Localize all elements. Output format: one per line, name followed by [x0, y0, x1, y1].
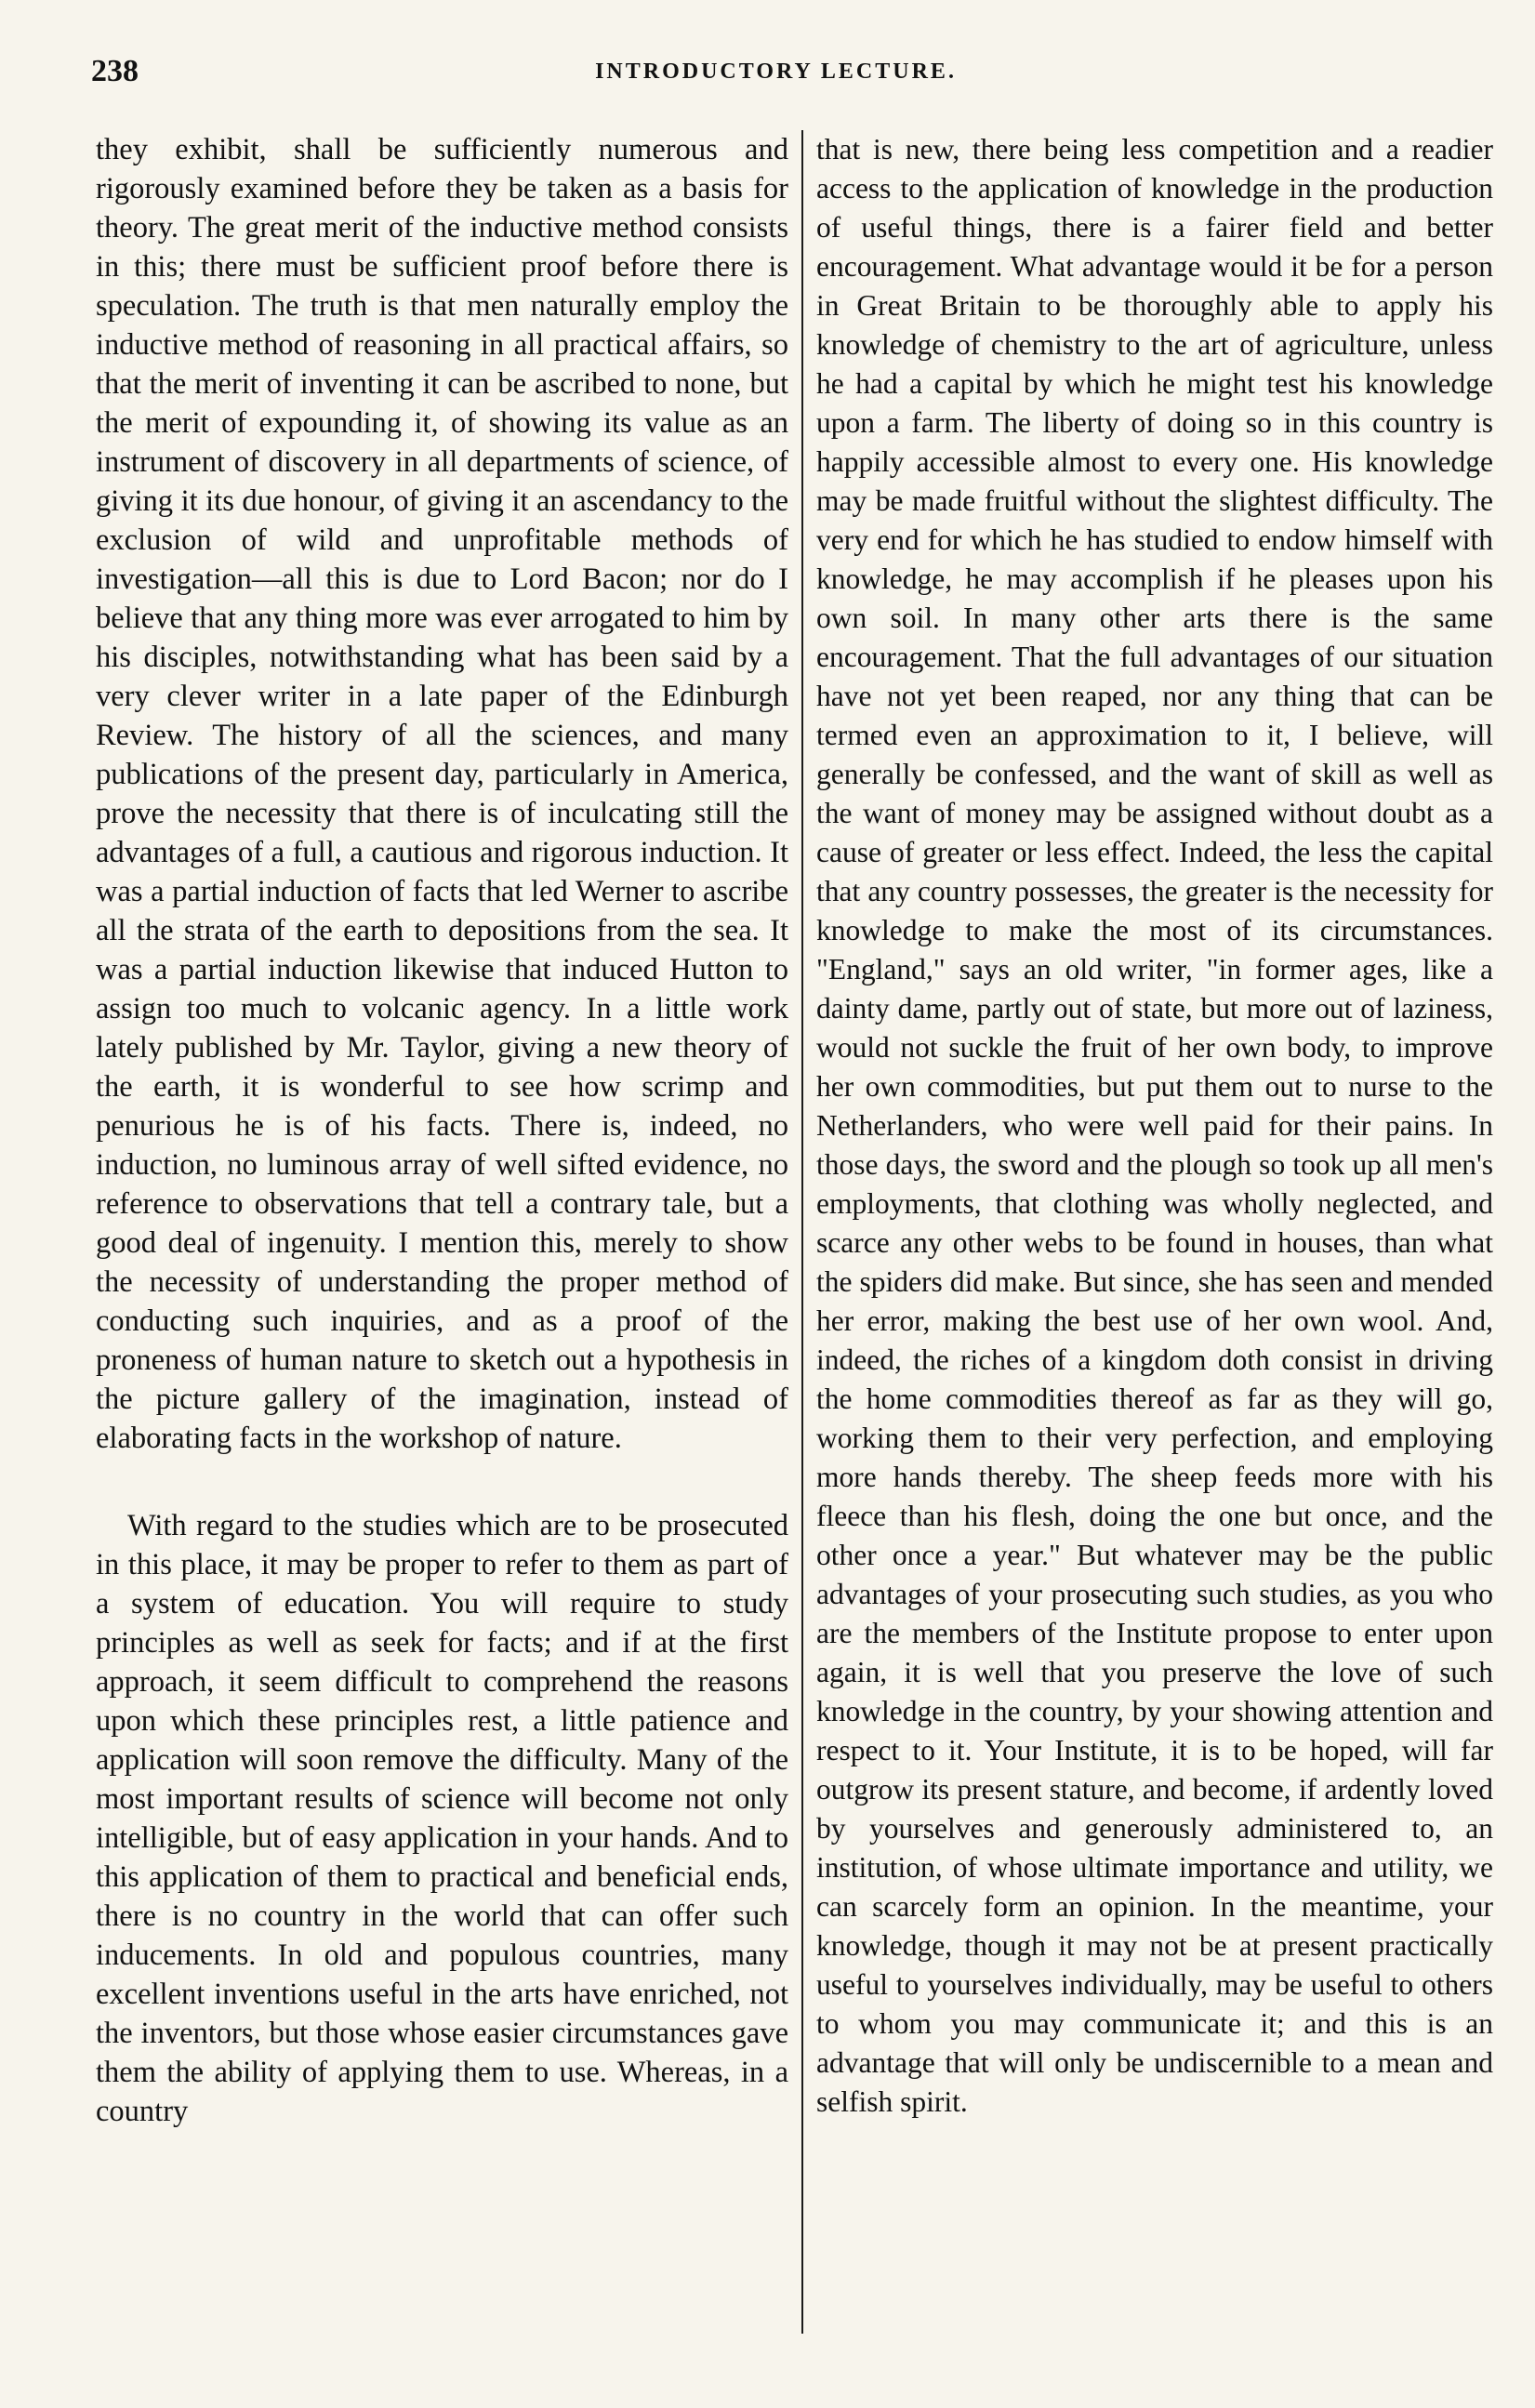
- running-head: INTRODUCTORY LECTURE.: [595, 60, 957, 84]
- left-paragraph-2: With regard to the studies which are to be prosecuted in this place, it may be proper to refer to them as part of a system of education. You will require to study principles as well as seek for facts; and if at the first approach, it seem difficult to comprehend the reasons upon which these principles rest, a little patience and application will soon remove the difficulty. Many of the most important results of science will become not only intelligible, but of easy application in your hands. And to this application of them to practical and beneficial ends, there is no country in the world that can offer such inducements. In old and populous countries, many excellent inventions useful in the arts have enriched, not the inventors, but those whose easier circumstances gave them the ability of applying them to use. Whereas, in a country: [96, 1509, 788, 2128]
- right-paragraph-1: that is new, there being less competition and a readier access to the application of knowledge in the production of useful things, there is a fairer field and better encouragement. What advantage would it be for a person in Great Britain to be thoroughly able to apply his knowledge of chemistry to the art of agriculture, unless he had a capital by which he might test his knowledge upon a farm. The liberty of doing so in this country is happily accessible almost to every one. His knowledge may be made fruitful without the slightest difficulty. The very end for which he has studied to endow himself with knowledge, he may accomplish if he pleases upon his own soil. In many other arts there is the same encouragement. That the full advantages of our situation have not yet been reaped, nor any thing that can be termed even an approximation to it, I believe, will generally be confessed, and the want of skill as well as the want of money may be assigned without doubt as a cause of greater or less effect. Indeed, the less the capital that any country possesses, the greater is the necessity for knowledge to make the most of its circumstances. "England," says an old writer, "in former ages, like a dainty dame, partly out of state, but more out of laziness, would not suckle the fruit of her own body, to improve her own commodities, but put them out to nurse to the Netherlanders, who were well paid for their pains. In those days, the sword and the plough so took up all men's employments, that clothing was wholly neglected, and scarce any other webs to be found in houses, than what the spiders did make. But since, she has seen and mended her error, making the best use of her own wool. And, indeed, the riches of a kingdom doth consist in driving the home commodities thereof as far as they will go, working them to their very perfection, and employing more hands thereby. The sheep feeds more with his fleece than his flesh, doing the one but once, and the other once a year." But whatever may be the public advantages of your prosecuting such studies, as you who are the members of the Institute propose to enter upon again, it is well that you preserve the love of such knowledge in the country, by your showing attention and respect to it. Your Institute, it is to be hoped, will far outgrow its present stature, and become, if ardently loved by yourselves and generously administered to, an institution, of whose ultimate importance and utility, we can scarcely form an opinion. In the meantime, your knowledge, though it may not be at present practically useful to yourselves individually, may be useful to others to whom you may communicate it; and this is an advantage that will only be undiscernible to a mean and selfish spirit.: [816, 133, 1493, 2118]
- page-number: 238: [91, 54, 139, 88]
- right-column: [816, 130, 1493, 2122]
- page-header: [91, 54, 1461, 100]
- left-column: [96, 130, 788, 2131]
- left-paragraph-1: they exhibit, shall be sufficiently numerous and rigorously examined before they be taken as a basis for theory. The great merit of the inductive method consists in this; there must be sufficient proof before there is speculation. The truth is that men naturally employ the inductive method of reasoning in all practical affairs, so that the merit of inventing it can be ascribed to none, but the merit of expounding it, of showing its value as an instrument of discovery in all departments of science, of giving it its due honour, of giving it an ascendancy to the exclusion of wild and unprofitable methods of investigation—all this is due to Lord Bacon; nor do I believe that any thing more was ever arrogated to him by his disciples, notwithstanding what has been said by a very clever writer in a late paper of the Edinburgh Review. The history of all the sciences, and many publications of the present day, particularly in America, prove the necessity that there is of inculcating still the advantages of a full, a cautious and rigorous induction. It was a partial induction of facts that led Werner to ascribe all the strata of the earth to depositions from the sea. It was a partial induction likewise that induced Hutton to assign too much to volcanic agency. In a little work lately published by Mr. Taylor, giving a new theory of the earth, it is wonderful to see how scrimp and penurious he is of his facts. There is, indeed, no induction, no luminous array of well sifted evidence, no reference to observations that tell a contrary tale, but a good deal of ingenuity. I mention this, merely to show the necessity of understanding the proper method of conducting such inquiries, and as a proof of the proneness of human nature to sketch out a hypothesis in the picture gallery of the imagination, instead of elaborating facts in the workshop of nature.: [96, 133, 788, 1455]
- column-divider: [801, 130, 803, 2334]
